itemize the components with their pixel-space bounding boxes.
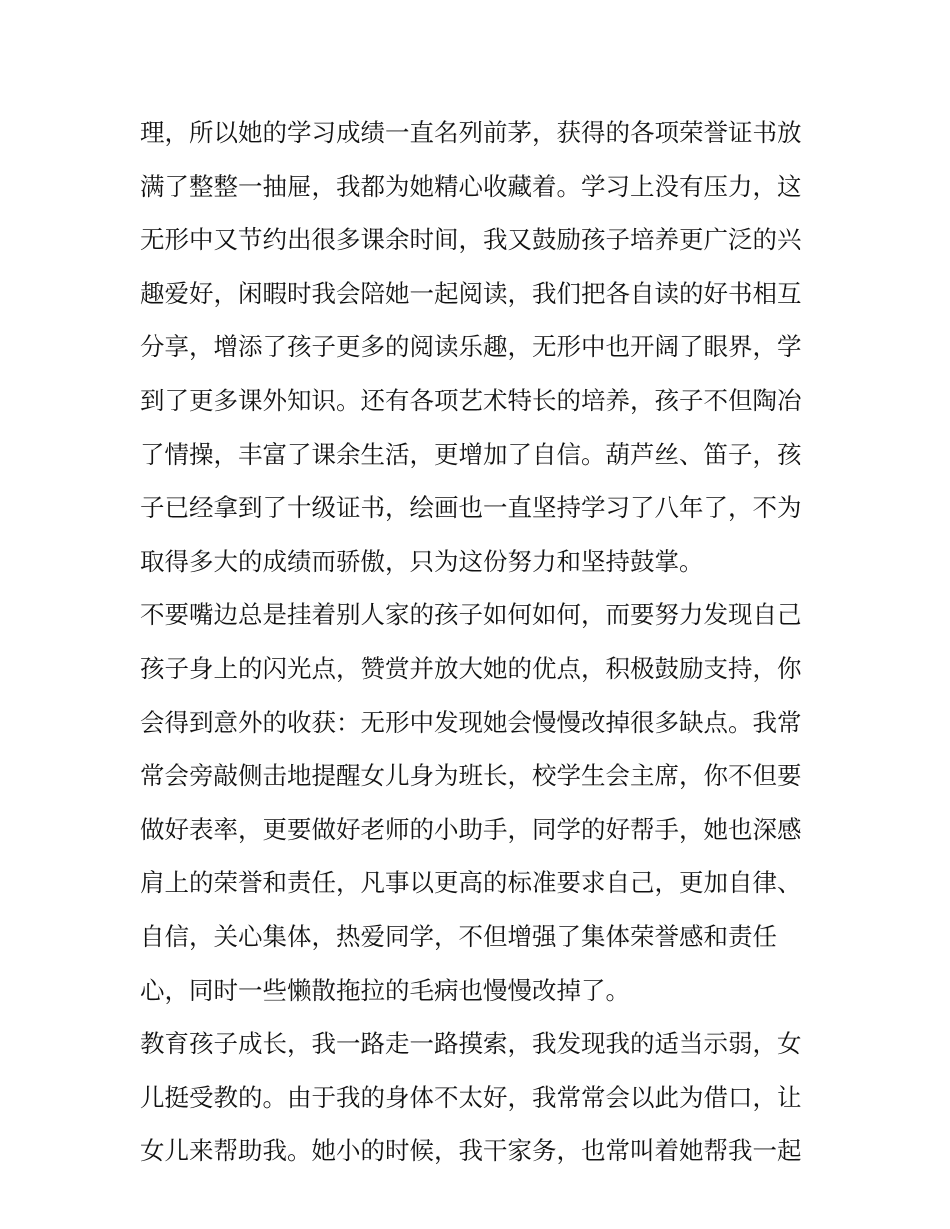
text-line: 肩上的荣誉和责任，凡事以更高的标准要求自己，更加自律、 <box>140 868 802 898</box>
text-line: 理，所以她的学习成绩一直名列前茅，获得的各项荣誉证书放 <box>140 118 802 147</box>
text-line: 会得到意外的收获：无形中发现她会慢慢改掉很多缺点。我常 <box>140 707 802 737</box>
text-line: 常会旁敲侧击地提醒女儿身为班长，校学生会主席，你不但要 <box>140 761 802 791</box>
text-line: 无形中又节约出很多课余时间，我又鼓励孩子培养更广泛的兴 <box>140 225 802 255</box>
text-line: 不要嘴边总是挂着别人家的孩子如何如何，而要努力发现自己 <box>140 600 802 630</box>
text-line: 心，同时一些懒散拖拉的毛病也慢慢改掉了。 <box>140 975 630 1005</box>
text-line: 女儿来帮助我。她小的时候，我干家务，也常叫着她帮我一起 <box>140 1136 802 1166</box>
text-line: 儿挺受教的。由于我的身体不太好，我常常会以此为借口，让 <box>140 1082 802 1112</box>
text-line: 自信，关心集体，热爱同学，不但增强了集体荣誉感和责任 <box>140 921 777 951</box>
text-line: 做好表率，更要做好老师的小助手，同学的好帮手，她也深感 <box>140 814 802 844</box>
text-line: 子已经拿到了十级证书，绘画也一直坚持学习了八年了，不为 <box>140 493 802 523</box>
body-text <box>140 106 820 1178</box>
text-line: 孩子身上的闪光点，赞赏并放大她的优点，积极鼓励支持，你 <box>140 653 802 683</box>
text-line: 趣爱好，闲暇时我会陪她一起阅读，我们把各自读的好书相互 <box>140 278 802 308</box>
text-line: 教育孩子成长，我一路走一路摸索，我发现我的适当示弱，女 <box>140 1029 802 1059</box>
text-line: 分享，增添了孩子更多的阅读乐趣，无形中也开阔了眼界，学 <box>140 332 802 362</box>
text-line: 了情操，丰富了课余生活，更增加了自信。葫芦丝、笛子，孩 <box>140 439 802 469</box>
text-line: 满了整整一抽屉，我都为她精心收藏着。学习上没有压力，这 <box>140 171 802 201</box>
text-line: 到了更多课外知识。还有各项艺术特长的培养，孩子不但陶冶 <box>140 385 802 415</box>
text-line: 取得多大的成绩而骄傲，只为这份努力和坚持鼓掌。 <box>140 546 704 576</box>
